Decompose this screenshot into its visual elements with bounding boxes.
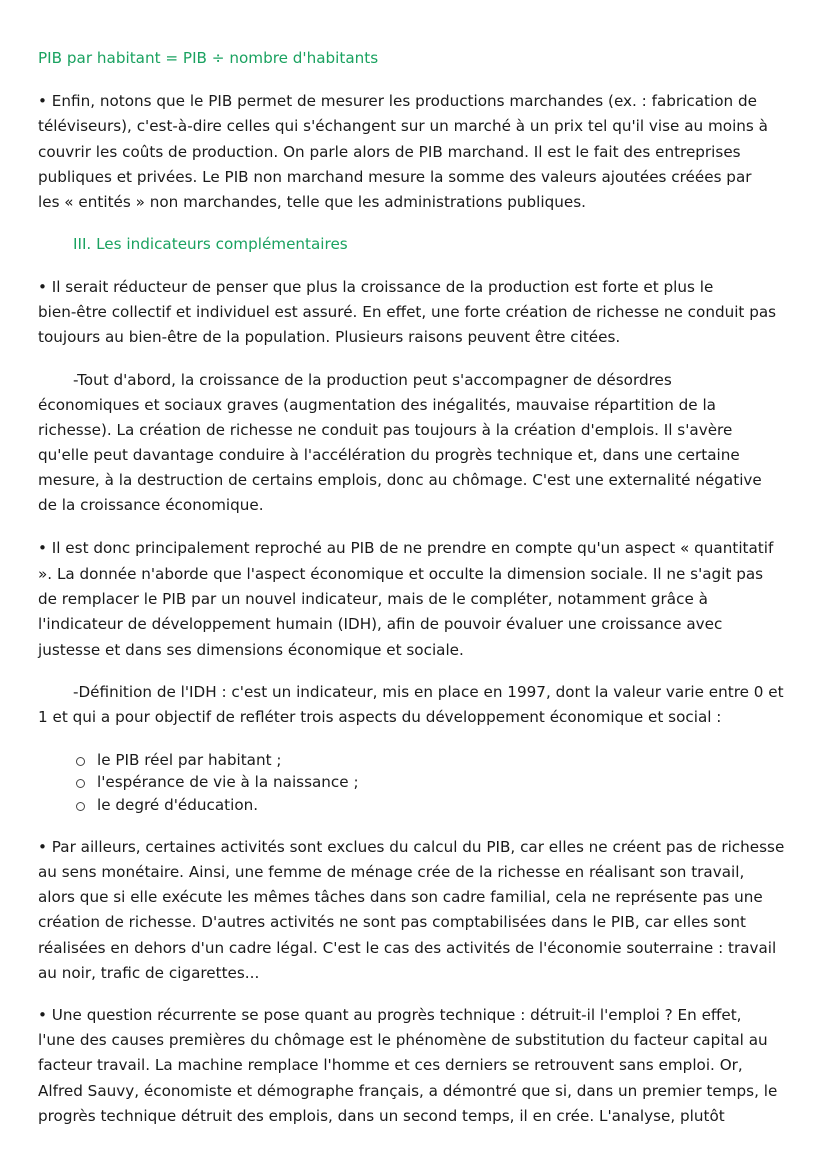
text-line: l'une des causes premières du chômage est le phénomène de substitution du facteur capital au	[38, 1031, 768, 1049]
text-line: 1 et qui a pour objectif de refléter trois aspects du développement économique et social :	[38, 708, 722, 726]
bullet-circle-icon	[76, 802, 85, 811]
formula-heading: PIB par habitant = PIB ÷ nombre d'habitants	[38, 49, 379, 67]
text-line: création de richesse. D'autres activités ne sont pas comptabilisées dans le PIB, car elles sont	[38, 913, 746, 931]
text-line: ». La donnée n'aborde que l'aspect économique et occulte la dimension sociale. Il ne s'agit pas	[38, 565, 764, 583]
text-line: justesse et dans ses dimensions économique et sociale.	[38, 641, 464, 659]
text-line: couvrir les coûts de production. On parle alors de PIB marchand. Il est le fait des entreprises	[38, 143, 741, 161]
text-line: qu'elle peut davantage conduire à l'accélération du progrès technique et, dans une certaine	[38, 446, 740, 464]
text-line: l'indicateur de développement humain (IDH), afin de pouvoir évaluer une croissance avec	[38, 615, 723, 633]
text-line: réalisées en dehors d'un cadre légal. C'est le cas des activités de l'économie souterraine : travail	[38, 939, 777, 957]
text-line: Alfred Sauvy, économiste et démographe français, a démontré que si, dans un premier temps, le	[38, 1082, 778, 1100]
text-line: publiques et privées. Le PIB non marchand mesure la somme des valeurs ajoutées créées par	[38, 168, 752, 186]
text-line: bien-être collectif et individuel est assuré. En effet, une forte création de richesse ne conduit pas	[38, 303, 777, 321]
section-heading: III. Les indicateurs complémentaires	[73, 235, 348, 253]
text-line: -Définition de l'IDH : c'est un indicateur, mis en place en 1997, dont la valeur varie entre 0 et	[73, 683, 784, 701]
text-line: • Il serait réducteur de penser que plus la croissance de la production est forte et plus le	[38, 278, 714, 296]
text-line: au sens monétaire. Ainsi, une femme de ménage crée de la richesse en réalisant son travail,	[38, 863, 745, 881]
text-line: -Tout d'abord, la croissance de la production peut s'accompagner de désordres	[73, 371, 672, 389]
text-line: richesse). La création de richesse ne conduit pas toujours à la création d'emplois. Il s'avère	[38, 421, 733, 439]
text-line: alors que si elle exécute les mêmes tâches dans son cadre familial, cela ne représente pas une	[38, 888, 763, 906]
list-item: le degré d'éducation.	[97, 796, 259, 814]
text-line: facteur travail. La machine remplace l'homme et ces derniers se retrouvent sans emploi. Or,	[38, 1056, 743, 1074]
text-line: • Enfin, notons que le PIB permet de mesurer les productions marchandes (ex. : fabrication de	[38, 92, 757, 110]
text-line: les « entités » non marchandes, telle que les administrations publiques.	[38, 193, 586, 211]
text-line: • Une question récurrente se pose quant au progrès technique : détruit-il l'emploi ? En effet,	[38, 1006, 742, 1024]
list-item: le PIB réel par habitant ;	[97, 751, 282, 769]
text-line: de la croissance économique.	[38, 496, 264, 514]
text-line: • Il est donc principalement reproché au PIB de ne prendre en compte qu'un aspect « quantitatif	[38, 539, 774, 557]
text-line: progrès technique détruit des emplois, dans un second temps, il en crée. L'analyse, plutôt	[38, 1107, 725, 1125]
bullet-circle-icon	[76, 757, 85, 766]
list-item: l'espérance de vie à la naissance ;	[97, 773, 359, 791]
text-line: téléviseurs), c'est-à-dire celles qui s'échangent sur un marché à un prix tel qu'il vise au moins à	[38, 117, 768, 135]
text-line: mesure, à la destruction de certains emplois, donc au chômage. C'est une externalité négative	[38, 471, 762, 489]
text-line: économiques et sociaux graves (augmentation des inégalités, mauvaise répartition de la	[38, 396, 716, 414]
text-line: au noir, trafic de cigarettes...	[38, 964, 260, 982]
text-line: • Par ailleurs, certaines activités sont exclues du calcul du PIB, car elles ne créent pas de richesse	[38, 838, 785, 856]
bullet-circle-icon	[76, 779, 85, 788]
text-line: de remplacer le PIB par un nouvel indicateur, mais de le compléter, notamment grâce à	[38, 590, 708, 608]
text-line: toujours au bien-être de la population. Plusieurs raisons peuvent être citées.	[38, 328, 621, 346]
